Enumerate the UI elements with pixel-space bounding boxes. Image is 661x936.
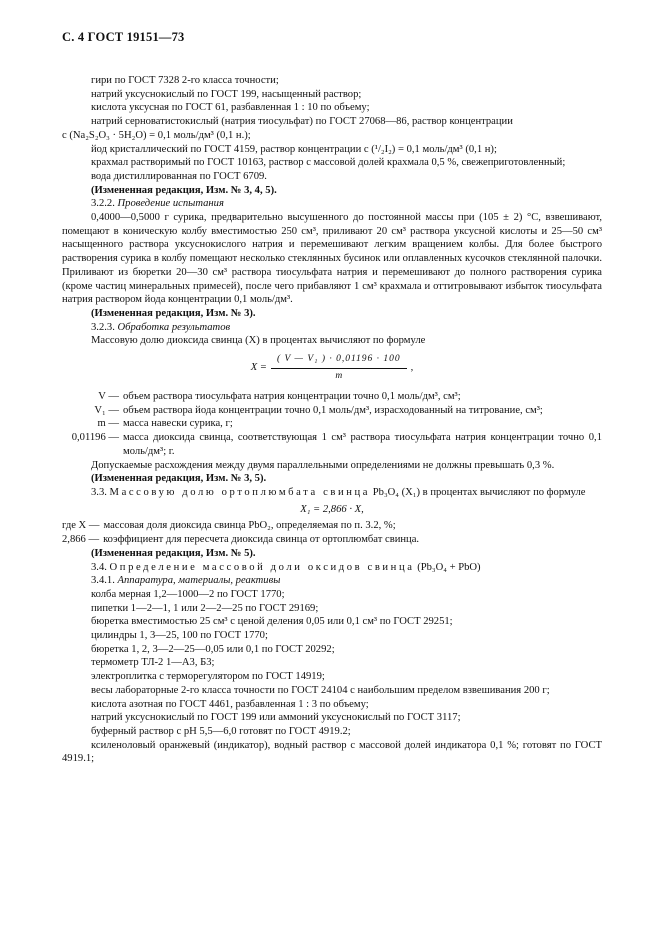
section-number: 3.4.1. (91, 575, 115, 587)
where-symbol: где X — (62, 520, 100, 532)
definition-symbol: V₁ — (94, 404, 119, 416)
definition-symbol: V — (98, 391, 119, 403)
where-text: коэффициент для пересчета диоксида свинца от ортоплюмбат свинца. (103, 534, 420, 546)
apparatus-line: колба мерная 1,2—1000—2 по ГОСТ 1770; (91, 588, 285, 600)
apparatus-line: пипетки 1—2—1, 1 или 2—2—25 по ГОСТ 29169; (91, 602, 319, 614)
reagent-line: натрий уксуснокислый по ГОСТ 199, насыщенный раствор; (91, 88, 362, 100)
apparatus-line: бюретка 1, 2, 3—2—25—0,05 или 0,1 по ГОСТ 20292; (91, 643, 335, 655)
formula-ortho: X₁ = 2,866 · X, (300, 503, 364, 515)
edition-note: (Измененная редакция, Изм. № 3, 4, 5). (91, 184, 277, 196)
reagent-line: йод кристаллический по ГОСТ 4159, раствор концентрации c (¹/₂I₂) = 0,1 моль/дм³ (0,1 н); (91, 143, 497, 155)
definition-row (62, 404, 602, 418)
definition-row (62, 417, 602, 431)
section-heading-3-2-2 (62, 197, 602, 211)
apparatus-line: кислота азотная по ГОСТ 4461, разбавленная 1 : 3 по объему; (91, 698, 369, 710)
section-title: Обработка результатов (117, 321, 231, 333)
definition-symbol: 0,01196 — (71, 432, 119, 444)
reagent-line: крахмал растворимый по ГОСТ 10163, раствор с массовой долей крахмала 0,5 %, свежеприготовленный; (91, 157, 566, 169)
definition-text: объем раствора тиосульфата натрия концентрации точно 0,1 моль/дм³, см³; (123, 391, 461, 403)
definition-text: масса навески сурика, г; (123, 418, 233, 430)
section-heading-3-2-3 (62, 321, 602, 335)
where-row (62, 519, 602, 533)
section-title: Аппаратура, материалы, реактивы (117, 575, 281, 587)
definition-symbol: m — (97, 418, 119, 430)
section-number: 3.3. (91, 486, 107, 498)
tolerance-paragraph: Допускаемые расхождения между двумя параллельными определениями не должны превышать 0,3 %. (91, 459, 555, 471)
reagent-line: вода дистиллированная по ГОСТ 6709. (91, 170, 267, 182)
where-text: массовая доля диоксида свинца PbO₂, определяемая по п. 3.2, %; (103, 520, 396, 532)
reagent-line: кислота уксусная по ГОСТ 61, разбавленная 1 : 10 по объему; (91, 102, 370, 114)
definition-row (62, 431, 602, 458)
formula-intro: Массовую долю диоксида свинца (X) в процентах вычисляют по формуле (91, 335, 426, 347)
section-title: Проведение испытания (117, 198, 224, 210)
edition-note: (Измененная редакция, Изм. № 3, 5). (91, 473, 267, 485)
where-row (62, 533, 602, 547)
formula-denominator: m (335, 370, 343, 381)
definition-text: масса диоксида свинца, соответствующая 1 см³ раствора тиосульфата натрия концентрации точно 0,1 моль/дм³; г. (123, 432, 602, 457)
apparatus-line: бюретка вместимостью 25 см³ с ценой деления 0,05 или 0,1 см³ по ГОСТ 29251; (91, 616, 453, 628)
definition-row (62, 390, 602, 404)
where-symbol: 2,866 — (62, 534, 100, 546)
section-rest: (Pb₃O₄ + PbO) (417, 561, 481, 573)
formula-numerator: ( V — V₁ ) · 0,01196 · 100 (271, 353, 407, 369)
section-number: 3.2.3. (91, 321, 115, 333)
section-spaced-title: Массовую долю ортоплюмбата свинца (109, 486, 371, 498)
section-number: 3.4. (91, 561, 107, 573)
edition-note: (Измененная редакция, Изм. № 3). (91, 307, 256, 319)
section-heading-3-3 (62, 486, 602, 500)
edition-note: (Измененная редакция, Изм. № 5). (91, 547, 256, 559)
section-rest: Pb₃O₄ (X₁) в процентах вычисляют по формуле (372, 486, 586, 498)
reagent-line: натрий серноватистокислый (натрия тиосульфат) по ГОСТ 27068—86, раствор концентрации (91, 116, 513, 128)
page-header: С. 4 ГОСТ 19151—73 (62, 30, 185, 44)
formula-diox (62, 353, 602, 387)
apparatus-line: натрий уксуснокислый по ГОСТ 199 или аммоний уксуснокислый по ГОСТ 3117; (91, 712, 461, 724)
section-heading-3-4-1 (62, 574, 602, 588)
procedure-paragraph: 0,4000—0,5000 г сурика, предварительно высушенного до постоянной массы при (105 ± 2) °С, взвешивают, помещают в коническую колбу вместимостью 250 см³, приливают 20 см³ раствора уксусной кислоты и 25—50 см³ насыщенного раствора уксуснокислого натрия и перемешивают легким вращением колбы. Для более быстрого растворения сурика в колбу помещают несколько стеклянных бусинок или оплавленных кусочков стеклянной палочки. Приливают из бюретки 20—30 см³ раствора тиосульфата натрия и перемешивают до полного растворения сурика (кроме частиц минеральных примесей), после чего прибавляют 1 см³ крахмала и оттитровывают избыток тиосульфата натрия раствором йода концентрации 0,1 моль/дм³. (62, 212, 602, 306)
section-number: 3.2.2. (91, 198, 115, 210)
reagent-line: гири по ГОСТ 7328 2-го класса точности; (91, 75, 279, 86)
apparatus-line: электроплитка с терморегулятором по ГОСТ 14919; (91, 671, 325, 683)
reagent-line: c (Na₂S₂O₃ · 5H₂O) = 0,1 моль/дм³ (0,1 н.); (62, 129, 251, 141)
apparatus-line: цилиндры 1, 3—25, 100 по ГОСТ 1770; (91, 630, 268, 642)
apparatus-line: весы лабораторные 2-го класса точности по ГОСТ 24104 с наибольшим пределом взвешивания 200 г; (91, 684, 550, 696)
definition-text: объем раствора йода концентрации точно 0,1 моль/дм³, израсходованный на титрование, см³; (123, 404, 543, 416)
section-spaced-title: Определение массовой доли оксидов свинца (109, 561, 415, 573)
formula-tail: , (410, 362, 414, 374)
formula-lhs: X = (250, 362, 267, 374)
section-heading-3-4 (62, 561, 602, 575)
apparatus-line: термометр ТЛ-2 1—А3, Б3; (91, 657, 215, 669)
apparatus-line: буферный раствор с pH 5,5—6,0 готовят по ГОСТ 4919.2; (91, 725, 351, 737)
document-body (62, 74, 602, 766)
apparatus-line: ксиленоловый оранжевый (индикатор), водный раствор с массовой долей индикатора 0,1 %; готовят по ГОСТ 4919.1; (62, 739, 602, 765)
